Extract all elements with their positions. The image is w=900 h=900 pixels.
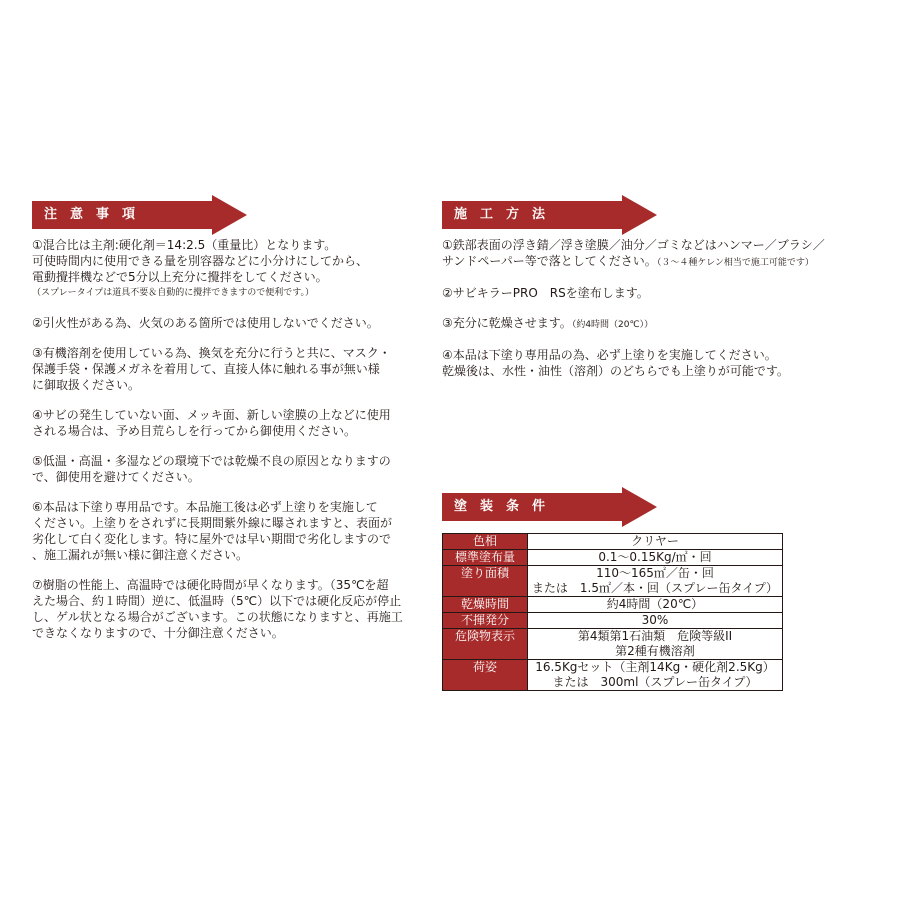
caution-line: される場合は、予め目荒らしを行ってから御使用ください。 <box>32 424 357 438</box>
method-line <box>442 315 882 333</box>
condition-row <box>443 613 783 629</box>
condition-row <box>443 550 783 566</box>
condition-value <box>528 597 783 613</box>
caution-line: 電動攪拌機などで5分以上充分に攪拌をしてください。 <box>32 270 328 284</box>
caution-line: に御取扱ください。 <box>32 378 141 392</box>
condition-row <box>443 566 783 597</box>
caution-line: えた場合、約１時間）逆に、低温時（5℃）以下では硬化反応が停止 <box>32 594 402 608</box>
condition-key: 塗り面積 <box>443 566 528 597</box>
method-note: （３～４種ケレン相当で施工可能です） <box>656 258 814 268</box>
condition-row <box>443 534 783 550</box>
condition-value-line: または 300ml（スプレー缶タイプ） <box>552 675 758 689</box>
caution-line: ⑤低温・高温・多湿などの環境下では乾燥不良の原因となりますの <box>32 454 391 468</box>
method-heading: 施 工 方 法 <box>454 207 546 222</box>
caution-line: できなくなりますので、十分御注意ください。 <box>32 626 284 640</box>
caution-item <box>32 577 432 641</box>
caution-line: 可使時間内に使用できる量を別容器などに小分けにしてから、 <box>32 254 369 268</box>
conditions-section <box>442 487 787 691</box>
condition-value-line: クリヤー <box>631 534 679 548</box>
caution-item <box>32 345 432 393</box>
caution-item <box>32 453 432 485</box>
condition-row <box>443 597 783 613</box>
caution-line: ください。上塗りをされずに長期間紫外線に曝されますと、表面が <box>32 516 393 530</box>
condition-value-line: 0.1～0.15Kg/㎡・回 <box>598 550 712 564</box>
method-line: 乾燥後は、水性・油性（溶剤）のどちらでも上塗りが可能です。 <box>442 364 789 378</box>
method-item <box>442 347 882 379</box>
conditions-heading: 塗 装 条 件 <box>454 499 546 514</box>
cautions-section <box>32 195 432 655</box>
method-text: サンドペーパー等で落としてください。 <box>442 254 657 268</box>
caution-line: で、御使用を避けてください。 <box>32 470 200 484</box>
caution-line: ②引火性がある為、火気のある箇所では使用しないでください。 <box>32 316 379 330</box>
caution-item <box>32 237 432 301</box>
condition-value-line: 第2種有機溶剤 <box>615 644 695 658</box>
condition-value-line: または 1.5㎡／本・回（スプレー缶タイプ） <box>531 581 779 595</box>
condition-value <box>528 660 783 691</box>
method-item <box>442 315 882 333</box>
condition-key: 色相 <box>443 534 528 550</box>
condition-value-line: 約4時間（20℃） <box>606 597 704 611</box>
cautions-banner <box>32 195 432 235</box>
condition-key: 標準塗布量 <box>443 550 528 566</box>
caution-item <box>32 499 432 563</box>
method-text: ③充分に乾燥させます。 <box>442 316 572 330</box>
condition-value <box>528 613 783 629</box>
method-item <box>442 285 882 301</box>
cautions-list <box>32 237 432 641</box>
caution-item <box>32 315 432 331</box>
condition-value-line: 110～165㎡／缶・回 <box>596 566 714 580</box>
method-section <box>442 195 882 393</box>
condition-value <box>528 550 783 566</box>
method-banner <box>442 195 882 235</box>
method-text: ②サビキラーPRO RSを塗布します。 <box>442 286 649 300</box>
caution-line: ④サビの発生していない面、メッキ面、新しい塗膜の上などに使用 <box>32 408 391 422</box>
method-line <box>442 253 882 271</box>
condition-row <box>443 629 783 660</box>
condition-value <box>528 566 783 597</box>
caution-line: ③有機溶剤を使用している為、換気を充分に行うと共に、マスク・ <box>32 346 391 360</box>
condition-key: 不揮発分 <box>443 613 528 629</box>
caution-line: 、施工漏れが無い様に御注意ください。 <box>32 548 249 562</box>
caution-line: ⑥本品は下塗り専用品です。本品施工後は必ず上塗りを実施して <box>32 500 378 514</box>
condition-value <box>528 629 783 660</box>
caution-line: 劣化して白く変化します。特に屋外では早い期間で劣化しますので <box>32 532 392 546</box>
caution-line: 保護手袋・保護メガネを着用して、直接人体に触れる事が無い様 <box>32 362 380 376</box>
caution-item <box>32 407 432 439</box>
condition-value-line: 16.5Kgセット（主剤14Kg・硬化剤2.5Kg） <box>535 660 775 674</box>
caution-line: し、ゲル状となる場合がございます。この状態になりますと、再施工 <box>32 610 403 624</box>
condition-row <box>443 660 783 691</box>
caution-line: ①混合比は主剤:硬化剤＝14:2.5（重量比）となります。 <box>32 238 337 252</box>
method-line: ④本品は下塗り専用品の為、必ず上塗りを実施してください。 <box>442 348 777 362</box>
method-item <box>442 237 882 271</box>
method-line <box>442 285 882 301</box>
condition-key: 危険物表示 <box>443 629 528 660</box>
caution-note: （スプレータイプは道具不要＆自動的に攪拌できますので便利です。） <box>32 288 314 298</box>
condition-value-line: 第4類第1石油類 危険等級II <box>577 629 733 643</box>
condition-value <box>528 534 783 550</box>
method-list <box>442 237 882 379</box>
conditions-table <box>442 533 783 691</box>
cautions-heading: 注 意 事 項 <box>44 207 136 222</box>
caution-line: ⑦樹脂の性能上、高温時では硬化時間が早くなります。（35℃を超 <box>32 578 389 592</box>
method-line: ①鉄部表面の浮き錆／浮き塗膜／油分／ゴミなどはハンマー／ブラシ／ <box>442 238 825 252</box>
conditions-banner <box>442 487 787 527</box>
method-note: （約4時間（20℃）） <box>571 320 654 330</box>
condition-value-line: 30% <box>641 613 669 627</box>
condition-key: 乾燥時間 <box>443 597 528 613</box>
condition-key: 荷姿 <box>443 660 528 691</box>
